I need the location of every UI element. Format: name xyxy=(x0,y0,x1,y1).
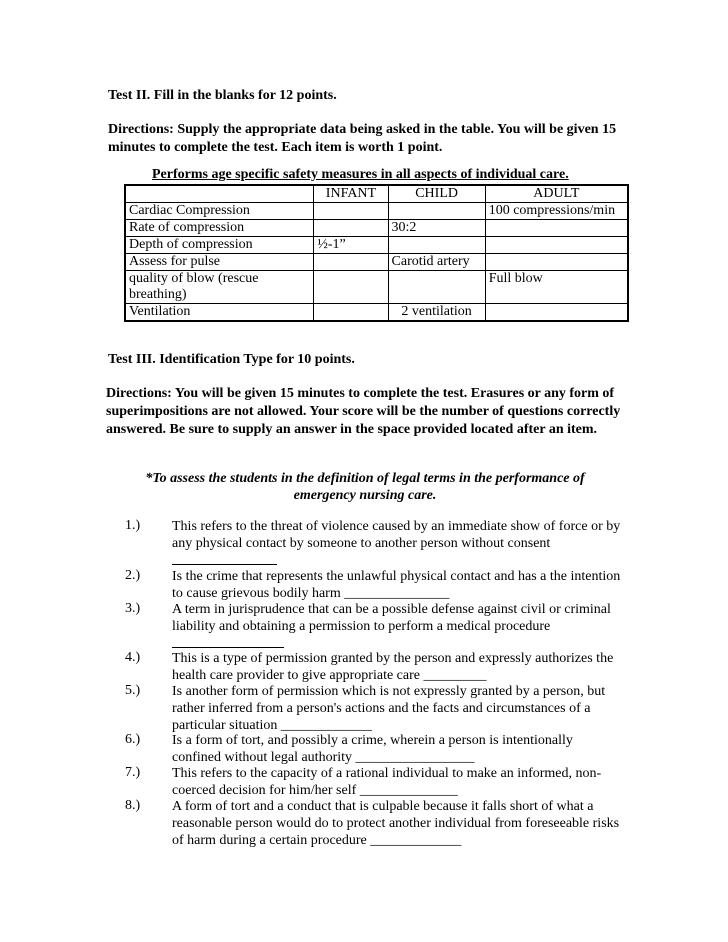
cell-adult[interactable] xyxy=(485,254,628,271)
table-row xyxy=(125,254,628,271)
item-text: A term in jurisprudence that can be a possible defense against civil or criminal liability and obtaining a permission to perform a medical procedure xyxy=(172,602,611,634)
item-number: 8.) xyxy=(125,798,141,813)
row-label: Depth of compression xyxy=(125,237,314,254)
row-label: Cardiac Compression xyxy=(125,203,314,220)
cell-adult[interactable] xyxy=(485,237,628,254)
row-label: quality of blow (rescue breathing) xyxy=(125,271,314,304)
answer-blank[interactable] xyxy=(172,635,284,648)
test3-directions: Directions: You will be given 15 minutes to complete the test. Erasures or any form of superimpositions are not allowed. Your score will be the number of questions correctly answered. Be sure to supply an answer in the space provided located after an item. xyxy=(106,386,621,437)
item-text: This refers to the capacity of a rational individual to make an informed, non-coerced decision for him/her self ______________ xyxy=(172,766,602,798)
row-label: Ventilation xyxy=(125,304,314,322)
header-cell-infant: INFANT xyxy=(314,185,388,203)
cell-child[interactable] xyxy=(388,203,485,220)
row-label: Rate of compression xyxy=(125,220,314,237)
table-row xyxy=(125,203,628,220)
cell-infant[interactable] xyxy=(314,271,388,304)
cell-child[interactable] xyxy=(388,237,485,254)
item-question xyxy=(172,601,625,648)
item-number: 5.) xyxy=(125,683,141,698)
cell-child[interactable]: 2 ventilation xyxy=(388,304,485,322)
header-cell-child: CHILD xyxy=(388,185,485,203)
cell-child[interactable] xyxy=(388,271,485,304)
cell-infant[interactable]: ½-1” xyxy=(314,237,388,254)
item-number: 4.) xyxy=(125,650,141,665)
item-text: Is the crime that represents the unlawful physical contact and has a the intention to cause grievous bodily harm _______________ xyxy=(172,569,621,601)
table-row xyxy=(125,220,628,237)
safety-measures-table xyxy=(124,184,629,322)
cell-infant[interactable] xyxy=(314,220,388,237)
cell-child[interactable]: Carotid artery xyxy=(388,254,485,271)
table-row xyxy=(125,237,628,254)
cell-child[interactable]: 30:2 xyxy=(388,220,485,237)
item-text: This refers to the threat of violence caused by an immediate show of force or by any physical contact by someone to another person without consent xyxy=(172,519,621,551)
item-text: A form of tort and a conduct that is culpable because it falls short of what a reasonable person would do to protect another individual from foreseeable risks of harm during a certain procedure _____________ xyxy=(172,799,620,848)
cell-infant[interactable] xyxy=(314,254,388,271)
test3-title: Test III. Identification Type for 10 points. xyxy=(108,352,355,367)
item-question xyxy=(172,518,625,565)
item-text: Is a form of tort, and possibly a crime, wherein a person is intentionally confined without legal authority _________________ xyxy=(172,733,573,765)
header-cell-adult: ADULT xyxy=(485,185,628,203)
item-text: Is another form of permission which is not expressly granted by a person, but rather inferred from a person's actions and the facts and circumstances of a particular situation _____________ xyxy=(172,684,606,733)
item-number: 1.) xyxy=(125,518,141,533)
cell-adult[interactable] xyxy=(485,220,628,237)
table-caption: Performs age specific safety measures in all aspects of individual care. xyxy=(152,167,569,182)
item-number: 7.) xyxy=(125,765,141,780)
row-label: Assess for pulse xyxy=(125,254,314,271)
table-row xyxy=(125,271,628,304)
answer-blank[interactable] xyxy=(172,552,277,565)
test2-directions: Directions: Supply the appropriate data being asked in the table. You will be given 15 minutes to complete the test. Each item is worth 1 point. xyxy=(108,122,617,155)
table-row xyxy=(125,304,628,322)
header-cell-blank xyxy=(125,185,314,203)
cell-adult[interactable]: Full blow xyxy=(485,271,628,304)
cell-adult[interactable]: 100 compressions/min xyxy=(485,203,628,220)
item-text: This is a type of permission granted by the person and expressly authorizes the health care provider to give appropriate care _________ xyxy=(172,651,614,683)
test2-title: Test II. Fill in the blanks for 12 points. xyxy=(108,88,337,103)
cell-infant[interactable] xyxy=(314,203,388,220)
item-number: 6.) xyxy=(125,732,141,747)
cell-adult[interactable] xyxy=(485,304,628,322)
item-number: 3.) xyxy=(125,601,141,616)
table-header-row xyxy=(125,185,628,203)
item-number: 2.) xyxy=(125,568,141,583)
objective-note: *To assess the students in the definition of legal terms in the performance of emergency nursing care. xyxy=(145,471,585,503)
cell-infant[interactable] xyxy=(314,304,388,322)
